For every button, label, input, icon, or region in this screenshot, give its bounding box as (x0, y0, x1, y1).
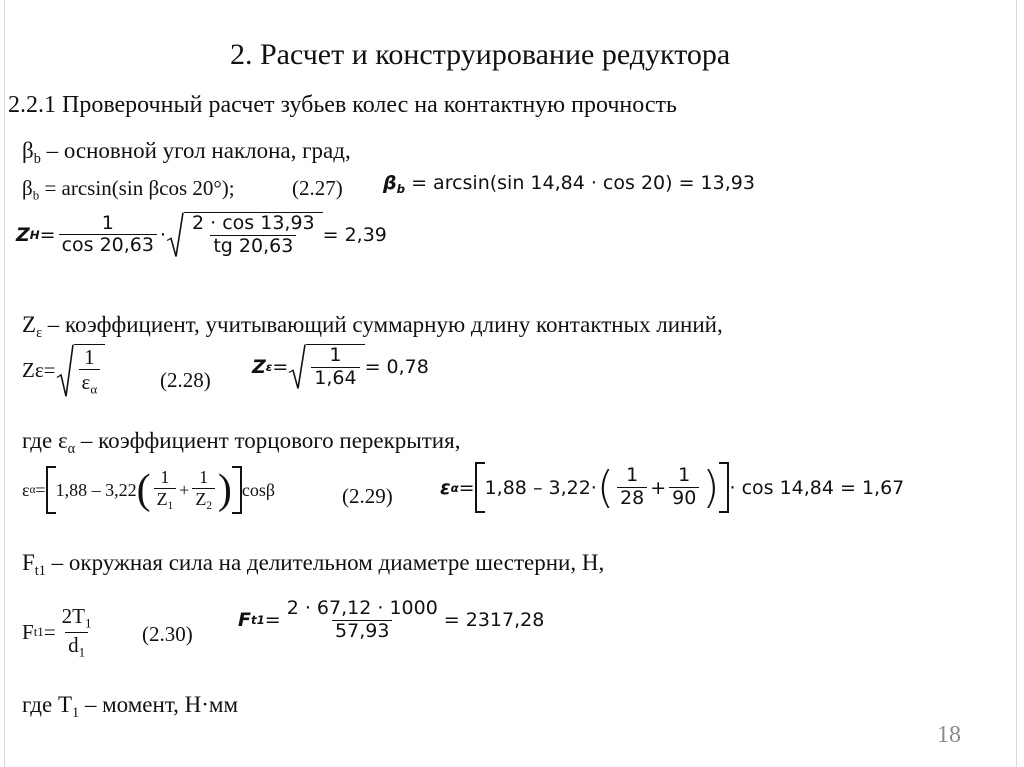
t1-definition: где $T_1$ – момент, Н·мм (22, 692, 239, 721)
zeps-calculation: Z ε = $\frac{1}{1,64}$ = 0,78 (252, 344, 429, 389)
section-subtitle: 2.2.1 Проверочный расчет зубьев колес на контактную прочность (8, 92, 677, 118)
slide-title: 2. Расчет и конструирование редуктора (230, 38, 731, 71)
zeps-formula: Z ε = $\frac{1}{\varepsilon_\alpha}$ (22, 344, 105, 398)
left-frame-line (4, 0, 5, 767)
ft1-formula: F t1 = $\frac{2T_1}{d_1}$ (22, 604, 92, 660)
eps-formula: ε α = 1,88 – 3,22 ( $\frac{1}{Z_1}$ + $\frac{1}{Z_2}$ ) cosβ (22, 467, 276, 513)
beta-definition: $\beta_b$ – основной угол наклона, град, (22, 138, 351, 167)
eps-equation-number: (2.29) (342, 484, 393, 508)
ft1-equation-number: (2.30) (142, 622, 193, 646)
eps-calculation: ε α = 1,88 – 3,22 · ( $\frac{1}{28}$ + $\frac{1}{90}$ ) · cos 14,84 = 1,67 (440, 462, 905, 513)
ft1-calculation: F t1 = $\frac{2 \cdot 67,12 \cdot 1000}{57,93}$ = 2317,28 (238, 597, 545, 642)
zh-calculation: Z H = $\frac{1}{\cos 20,63}$ · $\frac{2 \cdot \cos 13,93}{tg 20,63}$ = 2,39 (16, 211, 387, 257)
zeps-definition: $Z_\varepsilon$ – коэффициент, учитывающий суммарную длину контактных линий, (22, 312, 723, 341)
page-number: 18 (937, 722, 961, 748)
zeps-equation-number: (2.28) (160, 368, 211, 392)
right-frame-line (1016, 0, 1017, 767)
ft1-definition: $F_{t1}$ – окружная сила на делительном диаметре шестерни, Н, (22, 550, 605, 579)
zh-fraction-1: $\frac{1}{\cos 20,63}$ (59, 213, 157, 258)
beta-calculation: $\beta_b = \arcsin(\sin$ 14,84 · cos 20) = 13,93 (383, 172, 755, 197)
beta-formula: $\beta_b = \arcsin(\sin$ βcos 20°); (22, 176, 235, 203)
zh-radical: $\frac{2 \cdot \cos 13,93}{tg 20,63}$ (166, 212, 323, 258)
beta-equation-number: (2.27) (292, 176, 343, 200)
eps-definition: где $\varepsilon_\alpha$ – коэффициент торцового перекрытия, (22, 428, 461, 457)
